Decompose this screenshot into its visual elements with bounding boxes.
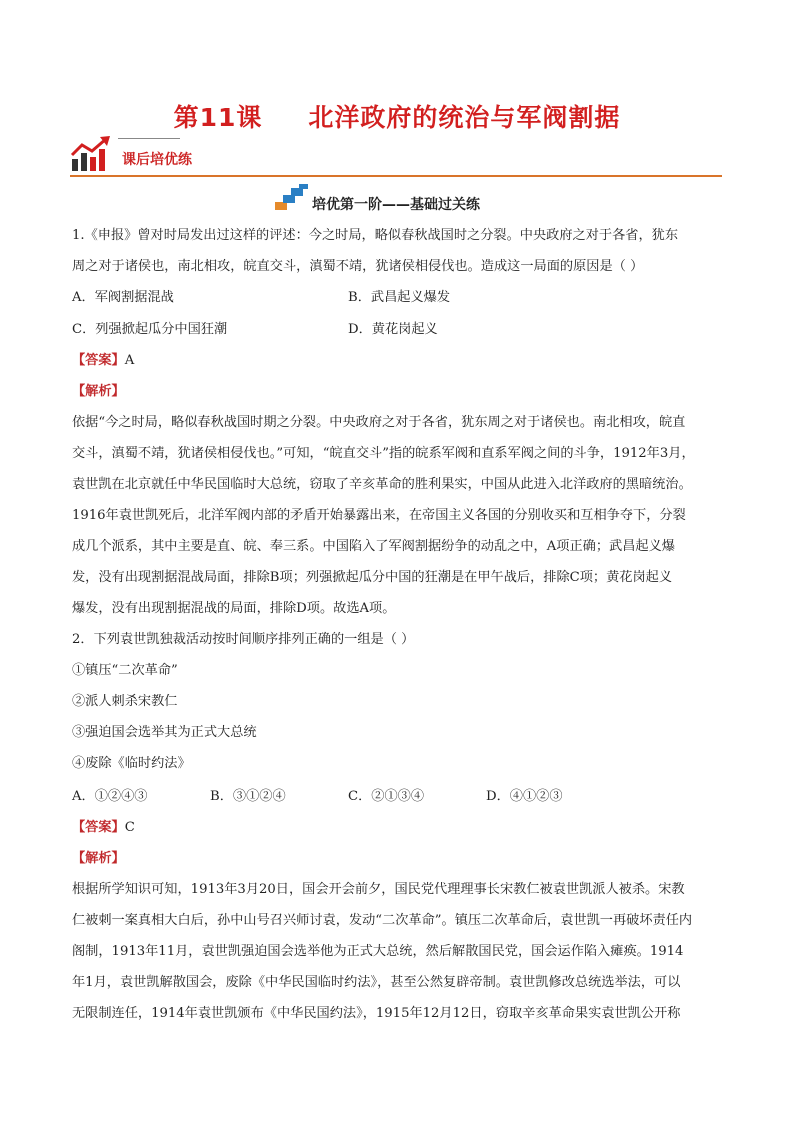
analysis-label: 【解析】: [72, 384, 125, 399]
q2-option-d: D．④①②③: [486, 789, 563, 804]
q2-item: ③强迫国会选举其为正式大总统: [72, 725, 257, 740]
steps-icon: [275, 184, 309, 210]
section-divider: [70, 175, 722, 177]
lesson-title: 北洋政府的统治与军阀割据: [308, 103, 621, 132]
q1-analysis-line: 爆发，没有出现割据混战的局面，排除D项。故选A项。: [72, 601, 396, 616]
answer-value: C: [124, 820, 135, 835]
q2-option-a: A．①②④③: [72, 789, 148, 804]
q2-stem: 2．下列袁世凯独裁活动按时间顺序排列正确的一组是（ ）: [72, 632, 415, 647]
q1-option-b: B．武昌起义爆发: [348, 290, 451, 305]
q1-stem-line: 1.《申报》曾对时局发出过这样的评述：今之时局，略似春秋战国时之分裂。中央政府之对于各省，犹东: [72, 228, 679, 243]
q1-analysis-label: [72, 382, 125, 402]
q1-analysis-line: 1916年袁世凯死后，北洋军阀内部的矛盾开始暴露出来，在帝国主义各国的分别收买和互相争夺下，分裂: [72, 508, 686, 523]
page-title: [0, 98, 794, 134]
q1-option-d: D．黄花岗起义: [348, 322, 438, 337]
analysis-label: 【解析】: [72, 851, 125, 866]
q2-item: ②派人刺杀宋教仁: [72, 694, 178, 709]
q2-analysis-line: 仁被刺一案真相大白后，孙中山号召兴师讨袁，发动“二次革命”。镇压二次革命后，袁世凯一再破坏责任内: [72, 913, 693, 928]
q2-item: ④废除《临时约法》: [72, 756, 191, 771]
answer-label: 【答案】: [72, 820, 125, 835]
subsection-title: 培优第一阶——基础过关练: [312, 197, 480, 213]
q2-analysis-line: 根据所学知识可知，1913年3月20日，国会开会前夕，国民党代理理事长宋教仁被袁世凯派人被杀。宋教: [72, 882, 685, 897]
growth-chart-icon: [70, 135, 114, 173]
q1-analysis-line: 袁世凯在北京就任中华民国临时大总统，窃取了辛亥革命的胜利果实，中国从此进入北洋政府的黑暗统治。: [72, 477, 692, 492]
section-title: 课后培优练: [122, 152, 192, 168]
q2-analysis-line: 阁制，1913年11月，袁世凯强迫国会选举他为正式大总统，然后解散国民党，国会运作陷入瘫痪。1914: [72, 944, 684, 959]
q2-analysis-label: [72, 849, 125, 869]
q1-stem-line: 周之对于诸侯也，南北相攻，皖直交斗，滇蜀不靖，犹诸侯相侵伐也。造成这一局面的原因是（ ）: [72, 259, 644, 274]
answer-value: A: [124, 353, 135, 368]
q2-analysis-line: 年1月，袁世凯解散国会，废除《中华民国临时约法》，甚至公然复辟帝制。袁世凯修改总统选举法，可以: [72, 975, 681, 990]
q1-option-c: C．列强掀起瓜分中国狂潮: [72, 322, 228, 337]
q2-answer: [72, 818, 135, 838]
q1-analysis-line: 发，没有出现割据混战局面，排除B项；列强掀起瓜分中国的狂潮是在甲午战后，排除C项；黄花岗起义: [72, 570, 673, 585]
q1-analysis-line: 成几个派系，其中主要是直、皖、奉三系。中国陷入了军阀割据纷争的动乱之中，A项正确；武昌起义爆: [72, 539, 675, 554]
q1-option-a: A．军阀割据混战: [72, 290, 174, 305]
answer-label: 【答案】: [72, 353, 125, 368]
lesson-number: 第11课: [173, 103, 263, 132]
q1-analysis-line: 交斗，滇蜀不靖，犹诸侯相侵伐也。”可知，“皖直交斗”指的皖系军阀和直系军阀之间的斗争，1912年3月，: [72, 446, 695, 461]
section-top-rule: [118, 138, 180, 139]
q2-option-c: C．②①③④: [348, 789, 425, 804]
q1-analysis-line: 依据“今之时局，略似春秋战国时期之分裂。中央政府之对于各省，犹东周之对于诸侯也。南北相攻，皖直: [72, 415, 686, 430]
q2-option-b: B．③①②④: [210, 789, 286, 804]
q1-answer: [72, 351, 134, 371]
q2-analysis-line: 无限制连任，1914年袁世凯颁布《中华民国约法》，1915年12月12日，窃取辛亥革命果实袁世凯公开称: [72, 1006, 681, 1021]
q2-item: ①镇压“二次革命”: [72, 663, 178, 678]
